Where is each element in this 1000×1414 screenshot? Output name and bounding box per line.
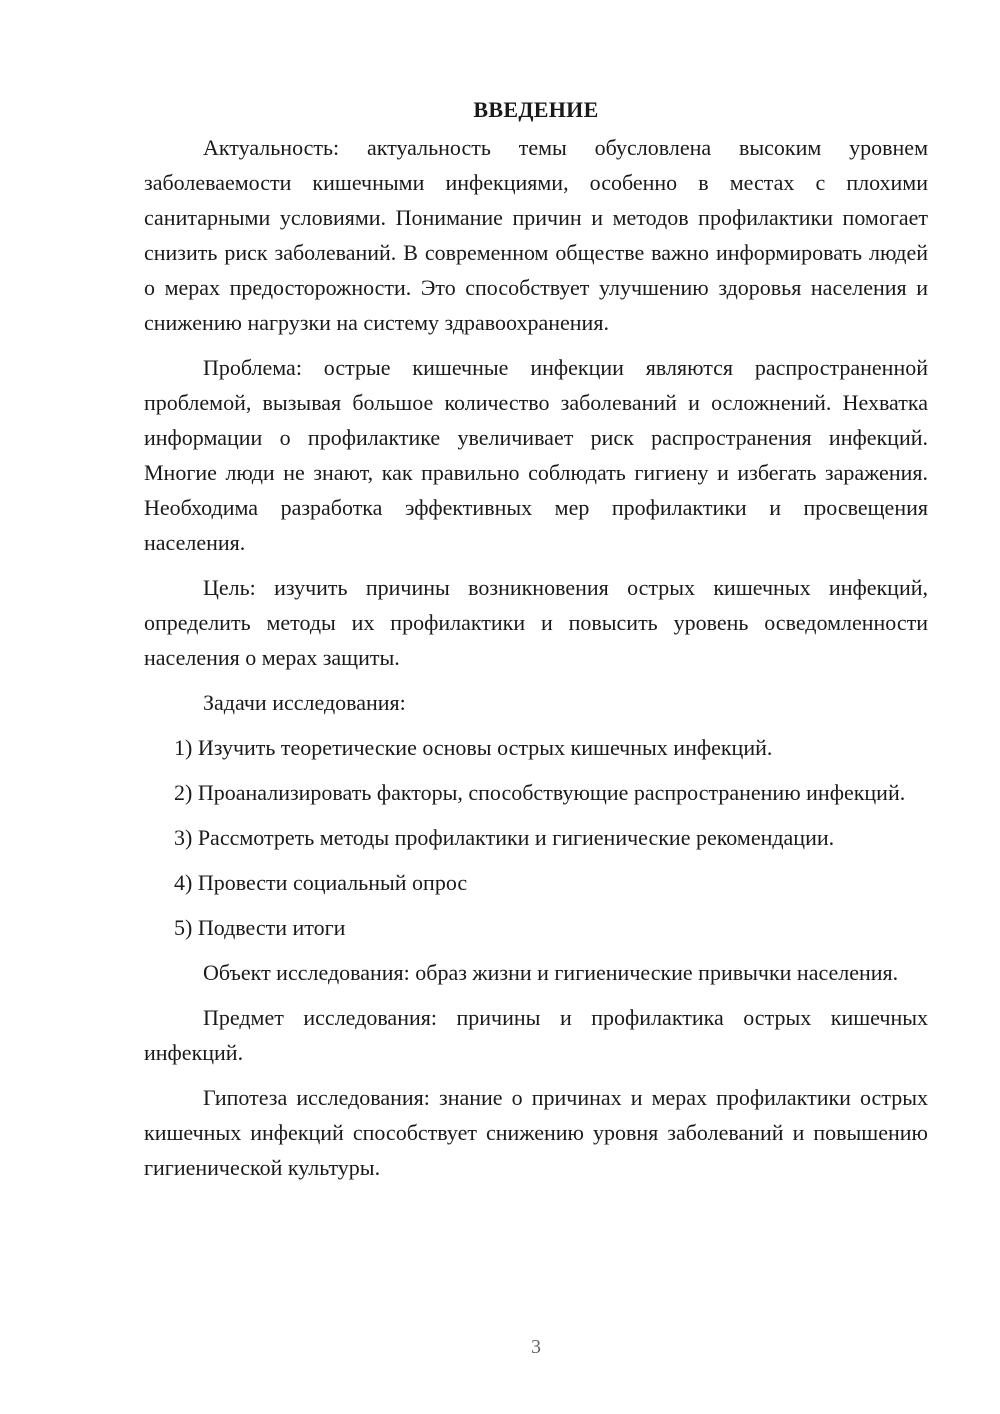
hypothesis-paragraph: Гипотеза исследования: знание о причинах и мерах профилактики острых кишечных инфекций способствует снижению уровня заболеваний и повышению гигиенической культуры. — [144, 1085, 928, 1180]
object-paragraph: Объект исследования: образ жизни и гигиенические привычки населения. — [203, 960, 899, 985]
subject-paragraph: Предмет исследования: причины и профилактика острых кишечных инфекций. — [144, 1005, 928, 1065]
page-number: 3 — [531, 1336, 541, 1358]
task-item: 5) Подвести итоги — [174, 915, 346, 940]
goal-paragraph: Цель: изучить причины возникновения острых кишечных инфекций, определить методы их профилактики и повысить уровень осведомленности населения о мерах защиты. — [144, 575, 928, 670]
page-content — [144, 94, 928, 1195]
problem-paragraph: Проблема: острые кишечные инфекции являются распространенной проблемой, вызывая большое количество заболеваний и осложнений. Нехватка информации о профилактике увеличивает риск распространения инфекций. Многие люди не знают, как правильно соблюдать гигиену и избегать заражения. Необходима разработка эффективных мер профилактики и просвещения населения. — [144, 355, 928, 555]
relevance-paragraph: Актуальность: актуальность темы обусловлена высоким уровнем заболеваемости кишечными инфекциями, особенно в местах с плохими санитарными условиями. Понимание причин и методов профилактики помогает снизить риск заболеваний. В современном обществе важно информировать людей о мерах предосторожности. Это способствует улучшению здоровья населения и снижению нагрузки на систему здравоохранения. — [144, 135, 928, 335]
page-title: ВВЕДЕНИЕ — [473, 97, 599, 122]
task-item: 3) Рассмотреть методы профилактики и гигиенические рекомендации. — [174, 825, 835, 850]
task-item: 2) Проанализировать факторы, способствующие распространению инфекций. — [174, 780, 906, 805]
tasks-heading: Задачи исследования: — [203, 690, 406, 715]
task-item: 1) Изучить теоретические основы острых кишечных инфекций. — [174, 735, 773, 760]
task-item: 4) Провести социальный опрос — [174, 870, 468, 895]
